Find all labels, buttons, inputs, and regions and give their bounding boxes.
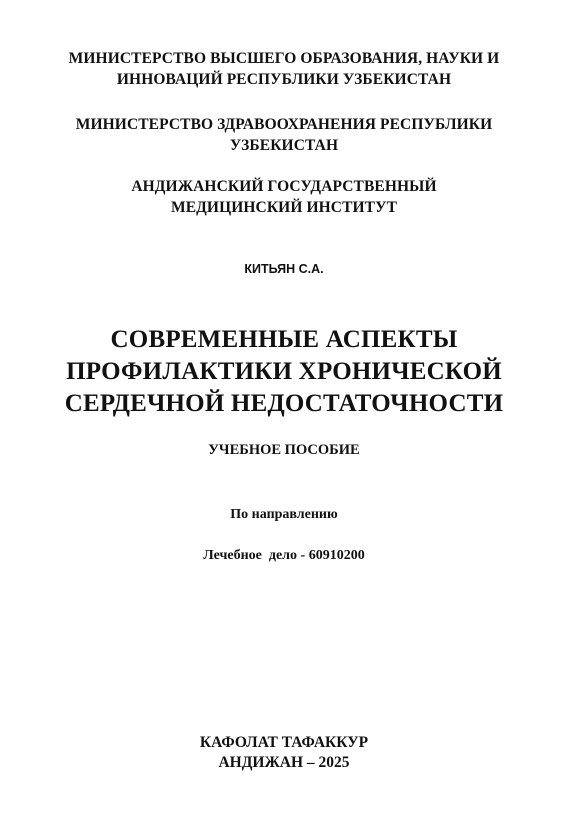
ministry-health-line-1: МИНИСТЕРСТВО ЗДРАВООХРАНЕНИЯ РЕСПУБЛИКИ bbox=[75, 116, 493, 133]
book-title-line-1: СОВРЕМЕННЫЕ АСПЕКТЫ bbox=[110, 326, 458, 353]
publisher-name: КАФОЛАТ ТАФАККУР bbox=[199, 734, 369, 751]
institute-line-1: АНДИЖАНСКИЙ ГОСУДАРСТВЕННЫЙ bbox=[131, 178, 437, 195]
document-type: УЧЕБНОЕ ПОСОБИЕ bbox=[208, 442, 360, 458]
institute-line-2: МЕДИЦИНСКИЙ ИНСТИТУТ bbox=[170, 199, 398, 216]
ministry-higher-ed-line-1: МИНИСТЕРСТВО ВЫСШЕГО ОБРАЗОВАНИЯ, НАУКИ И bbox=[68, 50, 500, 67]
ministry-higher-ed-line-2: ИННОВАЦИЙ РЕСПУБЛИКИ УЗБЕКИСТАН bbox=[116, 71, 452, 88]
direction-value: Лечебное дело - 60910200 bbox=[203, 548, 365, 563]
ministry-health-line-2: УЗБЕКИСТАН bbox=[229, 137, 339, 154]
book-title-line-3: СЕРДЕЧНОЙ НЕДОСТАТОЧНОСТИ bbox=[64, 390, 504, 417]
direction-label: По направлению bbox=[230, 507, 338, 522]
book-title-line-2: ПРОФИЛАКТИКИ ХРОНИЧЕСКОЙ bbox=[66, 358, 502, 385]
author-name: КИТЬЯН С.А. bbox=[244, 262, 324, 276]
publisher-city-year: АНДИЖАН – 2025 bbox=[218, 754, 350, 771]
